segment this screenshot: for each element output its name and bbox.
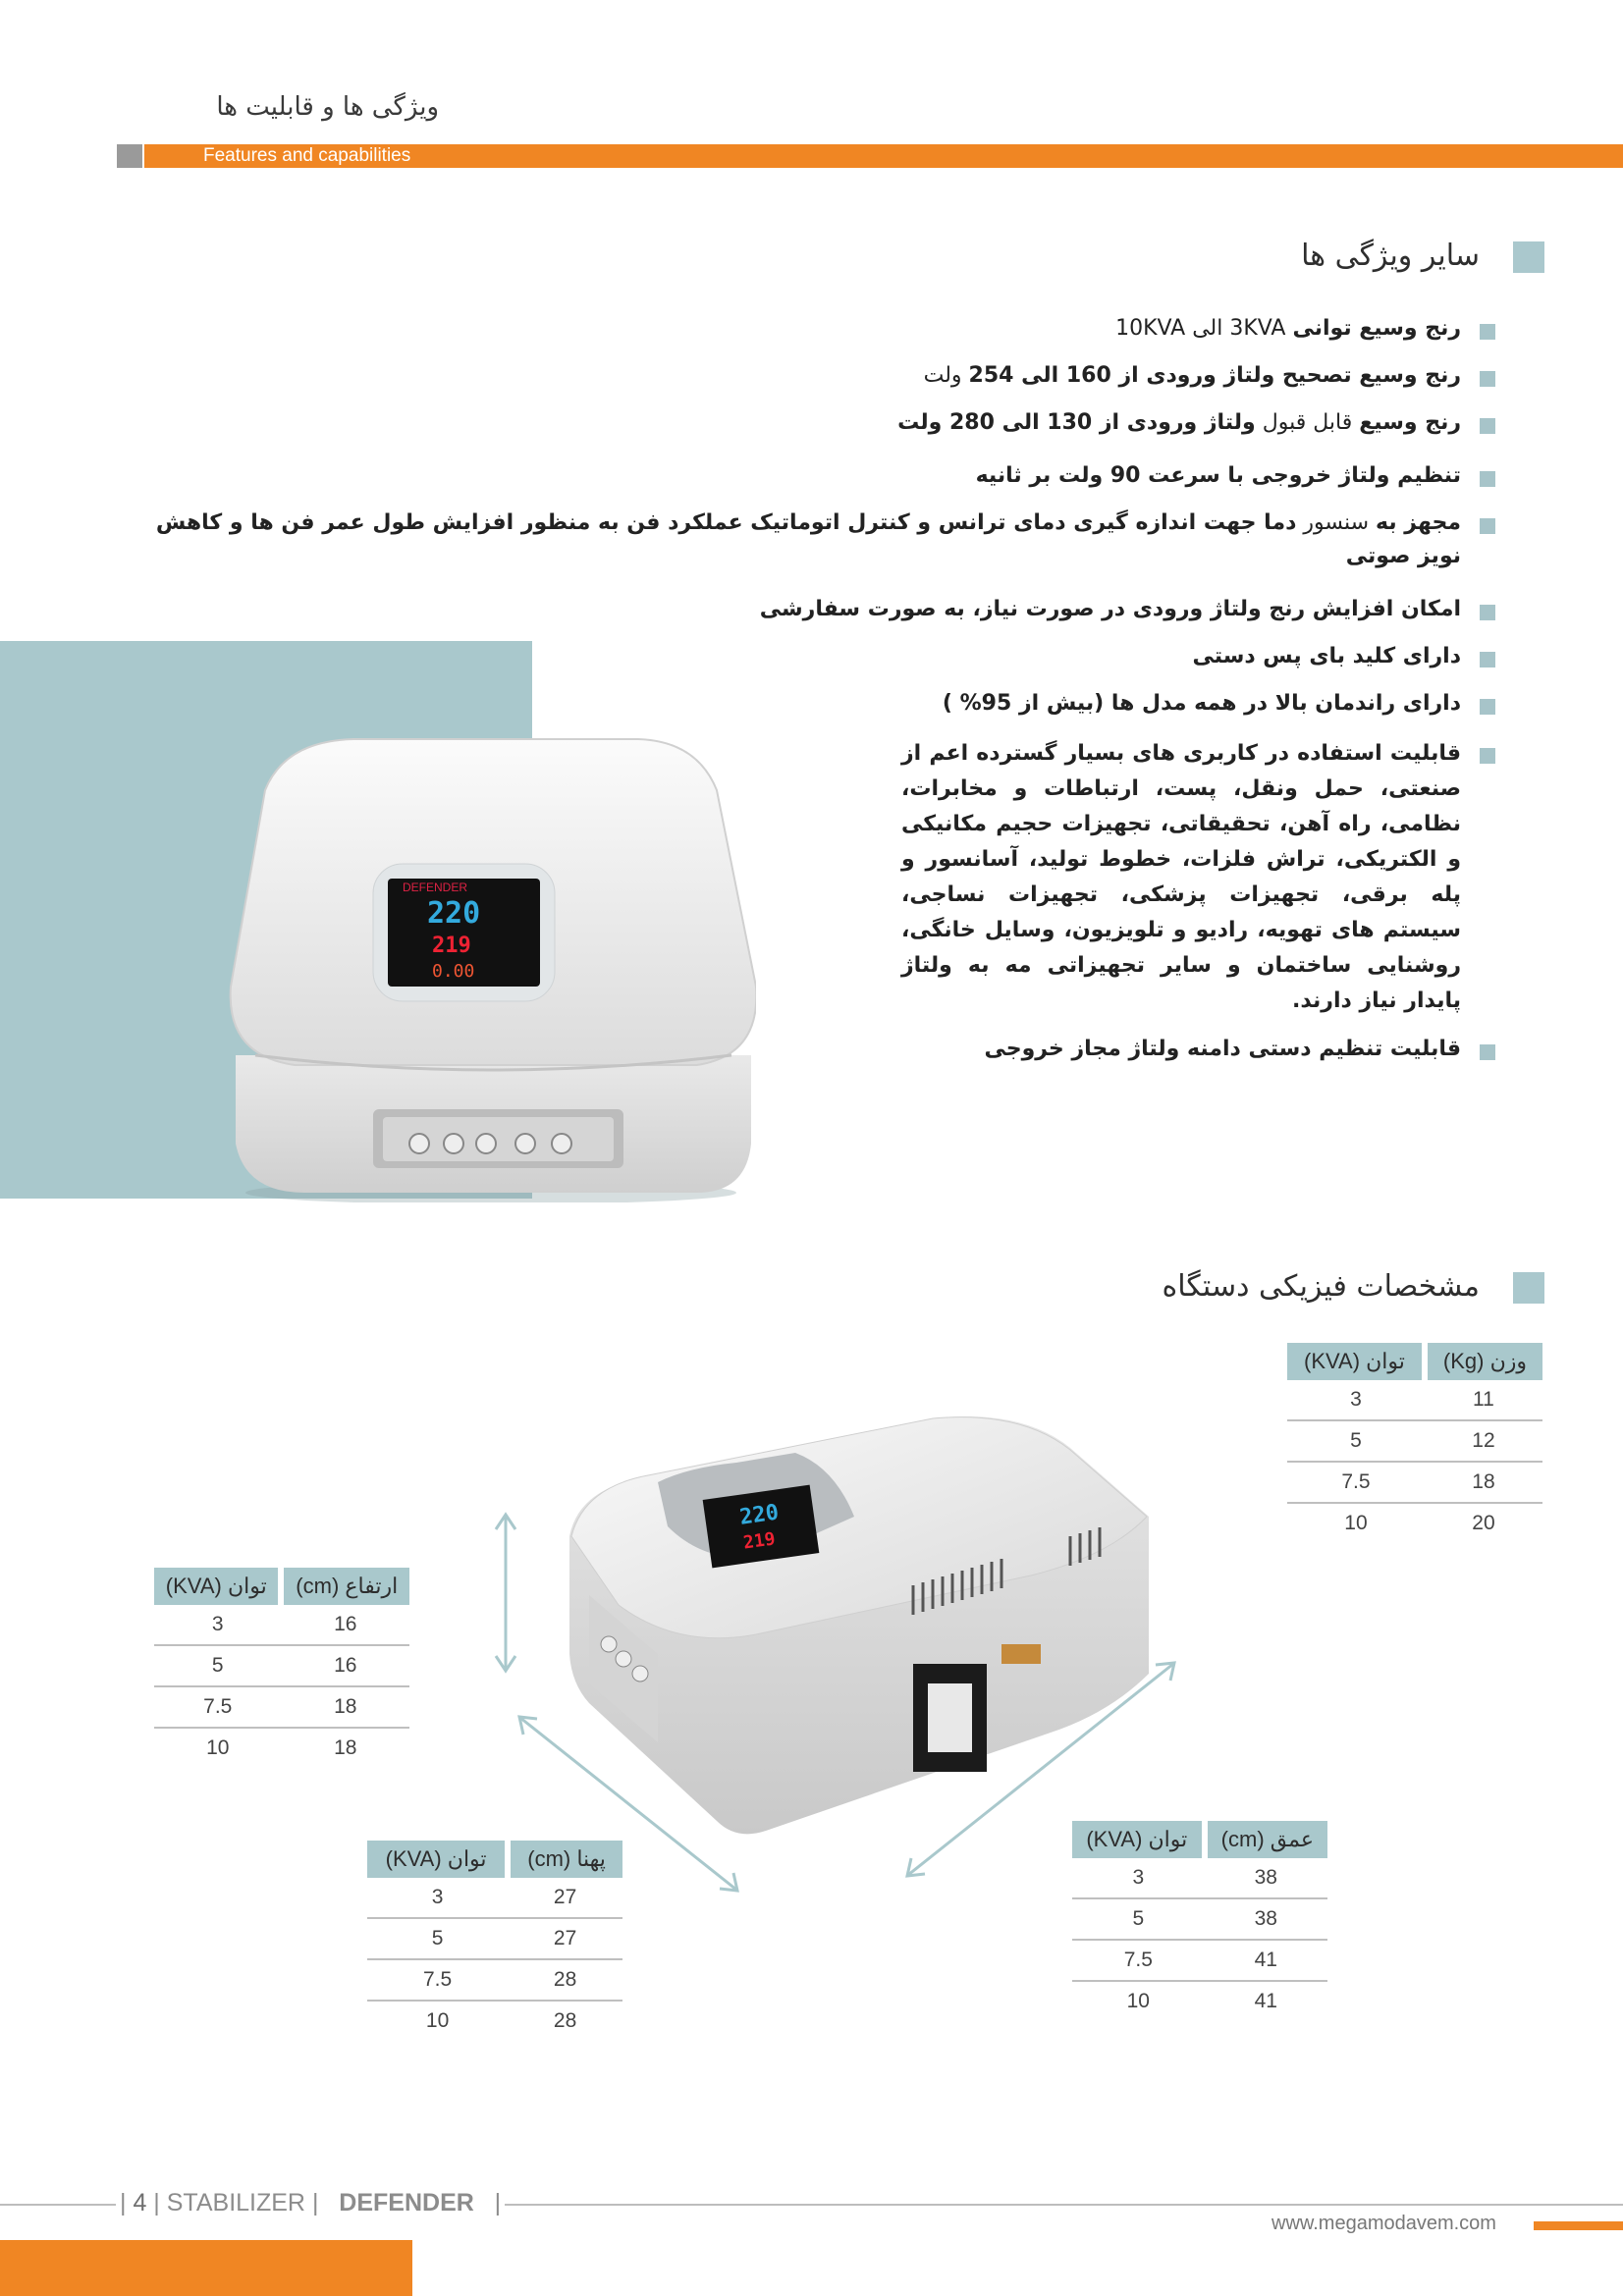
physical-specs-heading: مشخصات فیزیکی دستگاه	[1162, 1269, 1480, 1304]
bullet-square	[1480, 471, 1495, 487]
width-arrow	[515, 1713, 741, 1895]
feature-item: رنج وسیع تصحیح ولتاژ ورودی از 160 الی 254 ولت	[121, 359, 1495, 393]
table-row: 5 12	[1287, 1420, 1542, 1462]
display-line-3: 0.00	[432, 961, 475, 982]
feature-item: قابلیت استفاده در کاربری های بسیار گسترده اعم از صنعتی، حمل ونقل، پست، ارتباطات و مخابرات، نظامی، راه آهن، تحقیقاتی، تجهیزات حجیم مکانیکی و الکتریکی، تراش فلزات، خطوط تولید، آسانسور و پله برقی، تجهیزات پزشکی، تجهیزات نساجی، سیستم های تهویه، رادیو و تلویزیون، وسایل خانگی، روشنایی ساختمان و سایر تجهیزاتی مه به ولتاژ پایدار نیاز دارند.	[901, 736, 1495, 1019]
weight-table	[1287, 1343, 1542, 1543]
feature-item: رنج وسیع توانی 3KVA الی 10KVA	[121, 312, 1495, 346]
feature-item: امکان افزایش رنج ولتاژ ورودی در صورت نیاز، به صورت سفارشی	[121, 593, 1495, 626]
footer-orange-block	[0, 2240, 412, 2296]
table-row: 10 20	[1344, 1512, 1495, 1534]
feature-item: تنظیم ولتاژ خروجی با سرعت 90 ولت بر ثانیه	[121, 459, 1495, 493]
table-row: 7.5 28	[367, 1959, 622, 2001]
page-number: 4	[133, 2189, 147, 2216]
header-subtitle: Features and capabilities	[203, 145, 411, 166]
features-heading: سایر ویژگی ها	[1301, 239, 1480, 273]
height-table	[154, 1568, 409, 1768]
page-header-title: ویژگی ها و قابلیت ها	[216, 92, 439, 122]
col-header-weight: وزن (Kg)	[1425, 1343, 1542, 1380]
col-header-power: توان (KVA)	[154, 1568, 281, 1605]
height-arrow	[491, 1512, 520, 1674]
table-row: 5 38	[1072, 1898, 1327, 1940]
footer-product: STABILIZER	[166, 2189, 305, 2216]
feature-item: رنج وسیع قابل قبول ولتاژ ورودی از 130 الی 280 ولت	[121, 406, 1495, 440]
bullet-square	[1480, 324, 1495, 340]
col-header-power: توان (KVA)	[1072, 1821, 1205, 1858]
col-header-power: توان (KVA)	[367, 1841, 508, 1878]
section-marker-square	[1513, 1272, 1544, 1304]
table-row: 5 27	[367, 1918, 622, 1959]
feature-item: دارای راندمان بالا در همه مدل ها (بیش از 95% )	[121, 687, 1495, 721]
table-row: 10 28	[425, 2009, 577, 2032]
col-header-width: پهنا (cm)	[508, 1841, 622, 1878]
col-header-depth: عمق (cm)	[1205, 1821, 1327, 1858]
bullet-square	[1480, 699, 1495, 715]
bullet-square	[1480, 748, 1495, 764]
table-row: 5 16	[154, 1645, 409, 1686]
display-line-2: 219	[432, 934, 471, 958]
table-row: 3 16	[154, 1605, 409, 1645]
table-row: 3 27	[367, 1878, 622, 1918]
display-line-1: 220	[737, 1500, 781, 1530]
feature-item: مجهز به سنسور دما جهت اندازه گیری دمای ترانس و کنترل اتوماتیک عملکرد فن به منظور افزایش طول عمر فن ها و کاهش نویز صوتی	[121, 507, 1495, 573]
table-row: 7.5 41	[1072, 1940, 1327, 1981]
bullet-square	[1480, 418, 1495, 434]
bullet-square	[1480, 518, 1495, 534]
header-gray-square	[117, 144, 142, 168]
footer-url[interactable]: www.megamodavem.com	[1271, 2213, 1496, 2234]
table-row: 3 38	[1072, 1858, 1327, 1898]
section-marker-square	[1513, 241, 1544, 273]
col-header-height: ارتفاع (cm)	[281, 1568, 409, 1605]
footer-brand: DEFENDER	[339, 2189, 474, 2216]
bullet-square	[1480, 371, 1495, 387]
feature-item: دارای کلید بای پس دستی	[121, 640, 1495, 673]
display-line-2: 219	[741, 1528, 777, 1554]
feature-item: قابلیت تنظیم دستی دامنه ولتاژ مجاز خروجی	[901, 1033, 1495, 1066]
col-header-power: توان (KVA)	[1287, 1343, 1425, 1380]
bullet-square	[1480, 652, 1495, 667]
table-row: 10 41	[1126, 1990, 1277, 2012]
table-row: 10 18	[206, 1736, 357, 1759]
footer-label: | 4 | STABILIZER | DEFENDER |	[116, 2189, 505, 2217]
stabilizer-front-photo	[226, 731, 756, 1202]
depth-arrow	[903, 1659, 1178, 1880]
footer-orange-accent	[1534, 2221, 1623, 2230]
table-row: 7.5 18	[1287, 1462, 1542, 1503]
display-brand: DEFENDER	[403, 881, 468, 894]
display-line-1: 220	[427, 896, 481, 931]
bullet-square	[1480, 1044, 1495, 1060]
table-row: 3 11	[1287, 1380, 1542, 1420]
table-row: 7.5 18	[154, 1686, 409, 1728]
bullet-square	[1480, 605, 1495, 620]
